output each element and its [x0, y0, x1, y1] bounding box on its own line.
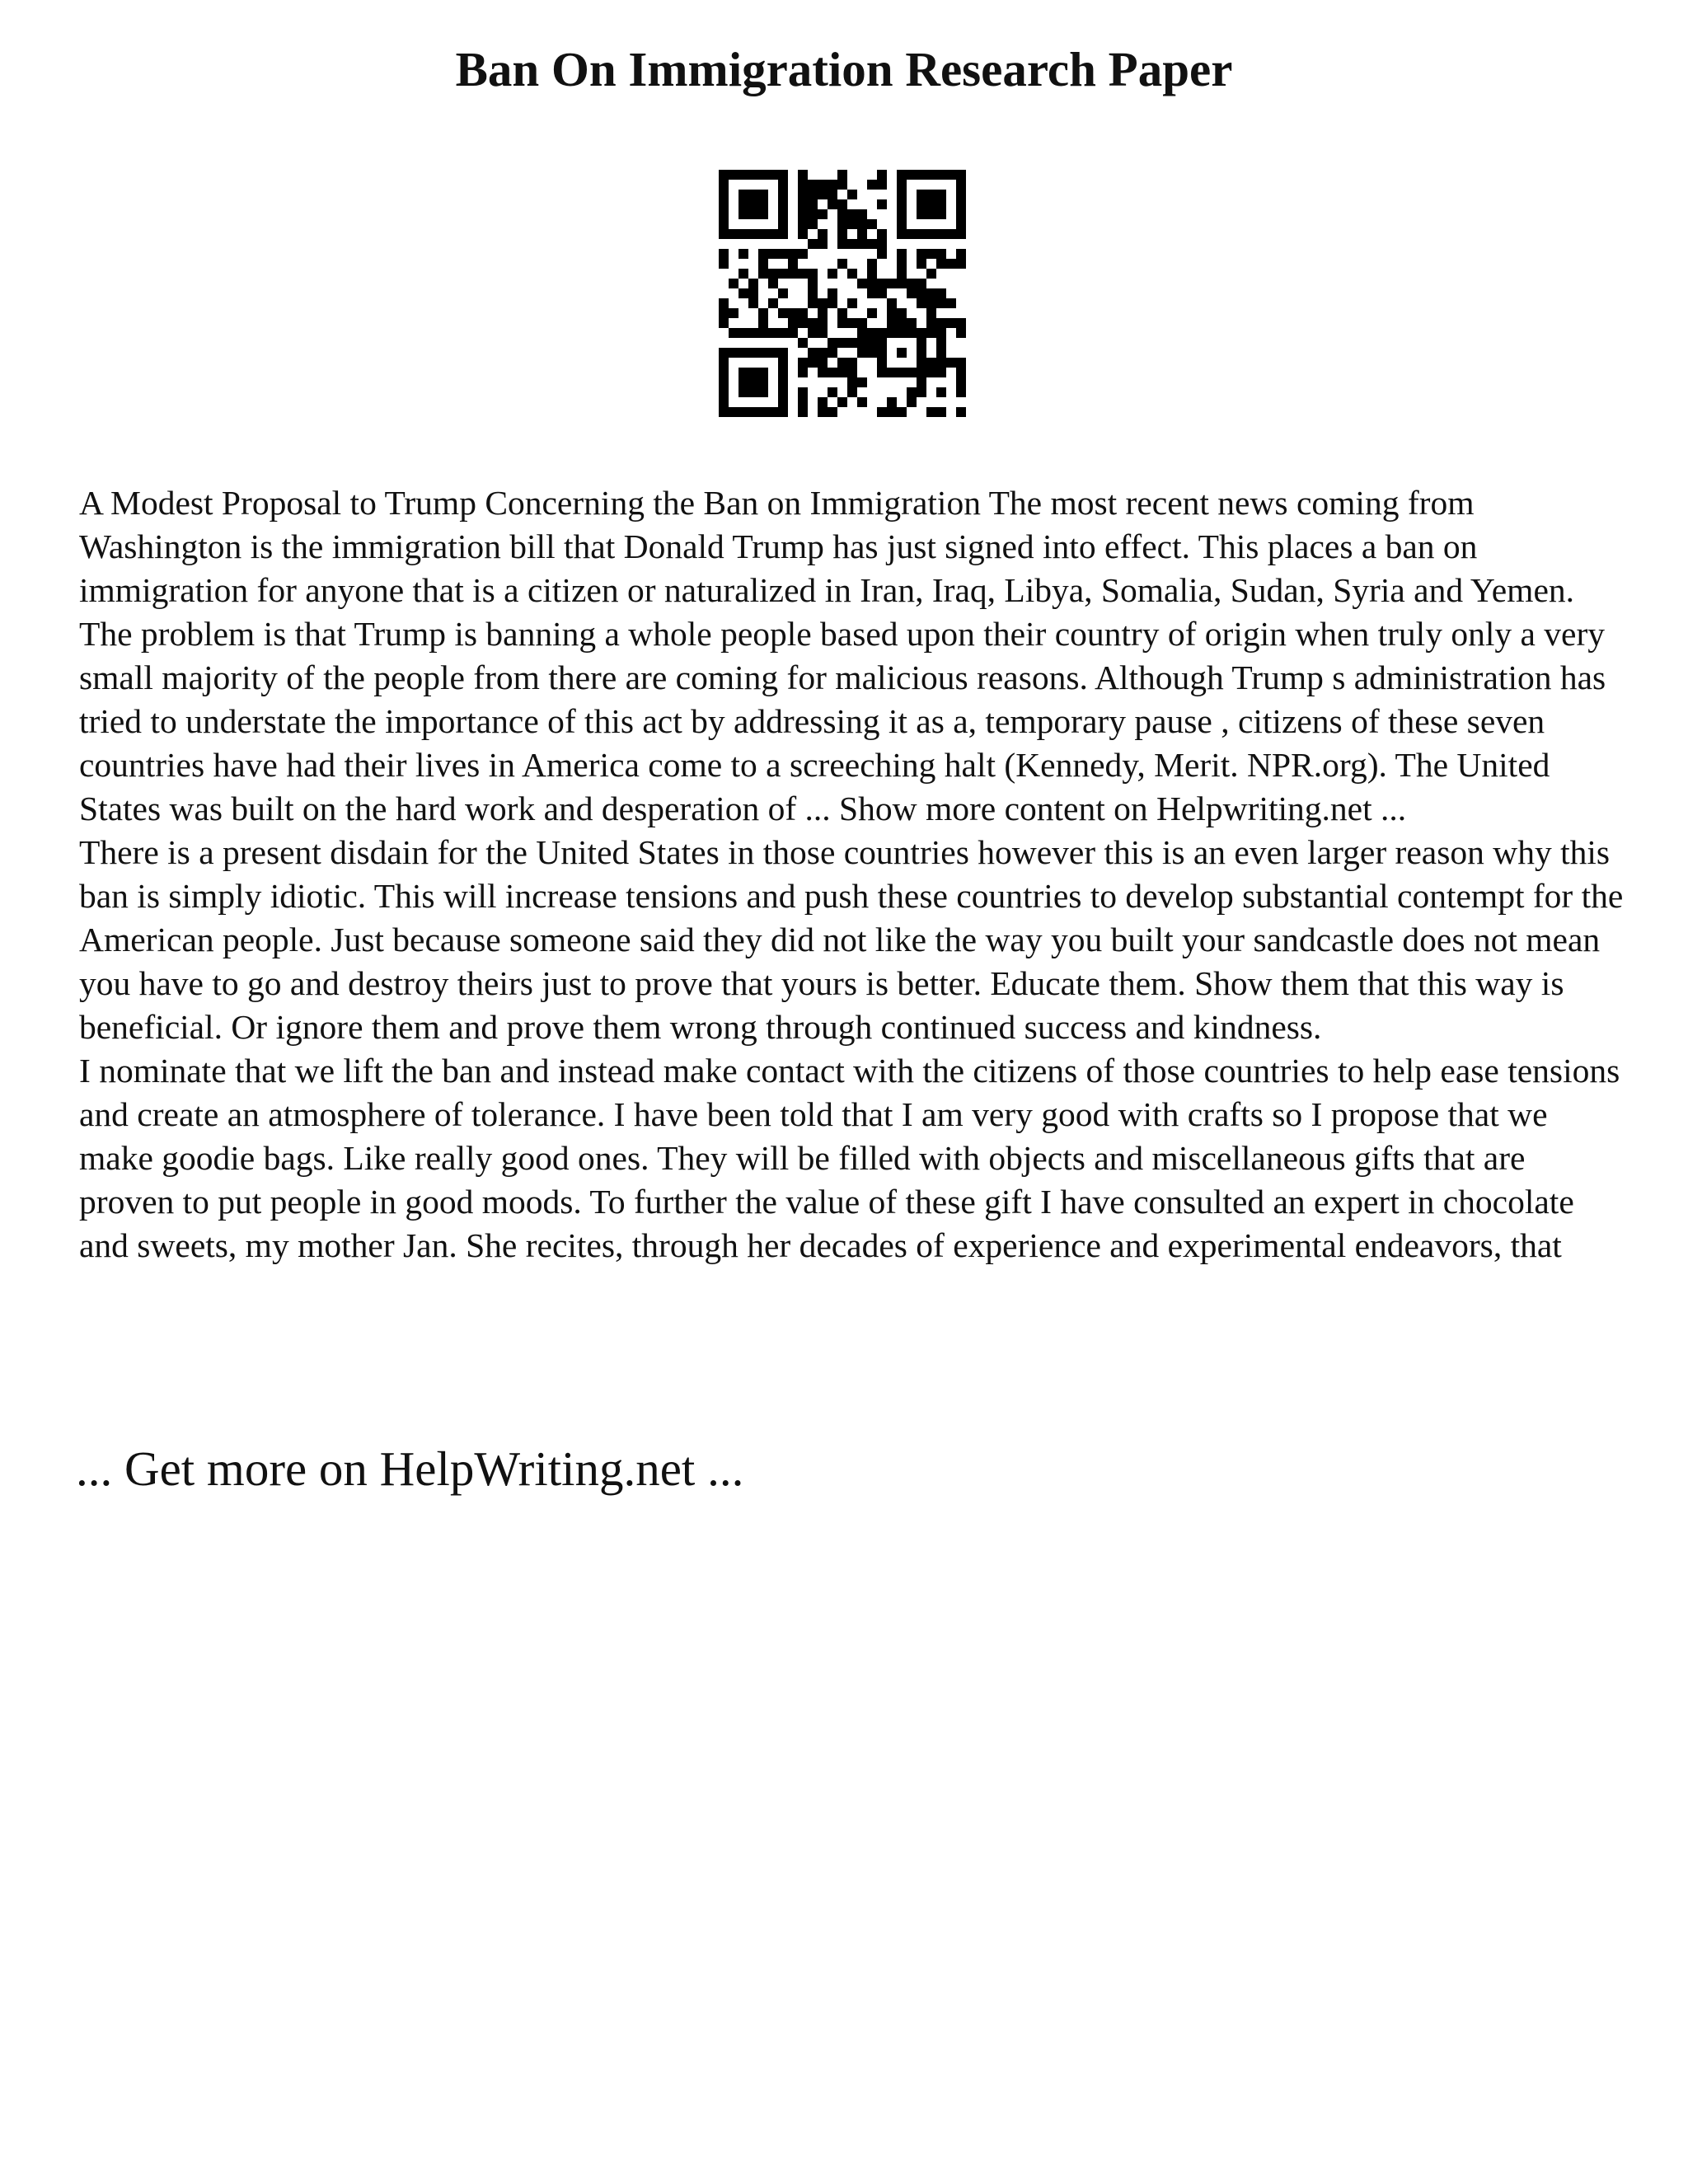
- paragraph-1: A Modest Proposal to Trump Concerning the Ban on Immigration The most recent news coming from Washington is the immigration bill that Donald Trump has just signed into effect. This places a ban on immigration for anyone that is a citizen or naturalized in Iran, Iraq, Libya, Somalia, Sudan, Syria and Yemen. The problem is that Trump is banning a whole people based upon their country of origin when truly only a very small majority of the people from there are coming for malicious reasons. Although Trump s administration has tried to understate the importance of this act by addressing it as a, temporary pause , citizens of these seven countries have had their lives in America come to a screeching halt (Kennedy, Merit. NPR.org). The United States was built on the hard work and desperation of ... Show more content on Helpwriting.net ...: [79, 484, 1606, 827]
- paragraph-3: I nominate that we lift the ban and instead make contact with the citizens of those countries to help ease tensions and create an atmosphere of tolerance. I have been told that I am very good with crafts so I propose that we make goodie bags. Like really good ones. They will be filled with objects and miscellaneous gifts that are proven to put people in good moods. To further the value of these gift I have consulted an expert in chocolate and sweets, my mother Jan. She recites, through her decades of experience and experimental endeavors, that: [79, 1052, 1620, 1264]
- qr-code-icon: [719, 170, 966, 417]
- paragraph-2: There is a present disdain for the United States in those countries however this is an even larger reason why this ban is simply idiotic. This will increase tensions and push these countries to develop substantial contempt for the American people. Just because someone said they did not like the way you built your sandcastle does not mean you have to go and destroy theirs just to prove that yours is better. Educate them. Show them that this way is beneficial. Or ignore them and prove them wrong through continued success and kindness.: [79, 833, 1624, 1046]
- article-body: [79, 481, 1629, 1268]
- document-title: Ban On Immigration Research Paper: [455, 42, 1233, 96]
- get-more-link[interactable]: ... Get more on HelpWriting.net ...: [76, 1441, 744, 1496]
